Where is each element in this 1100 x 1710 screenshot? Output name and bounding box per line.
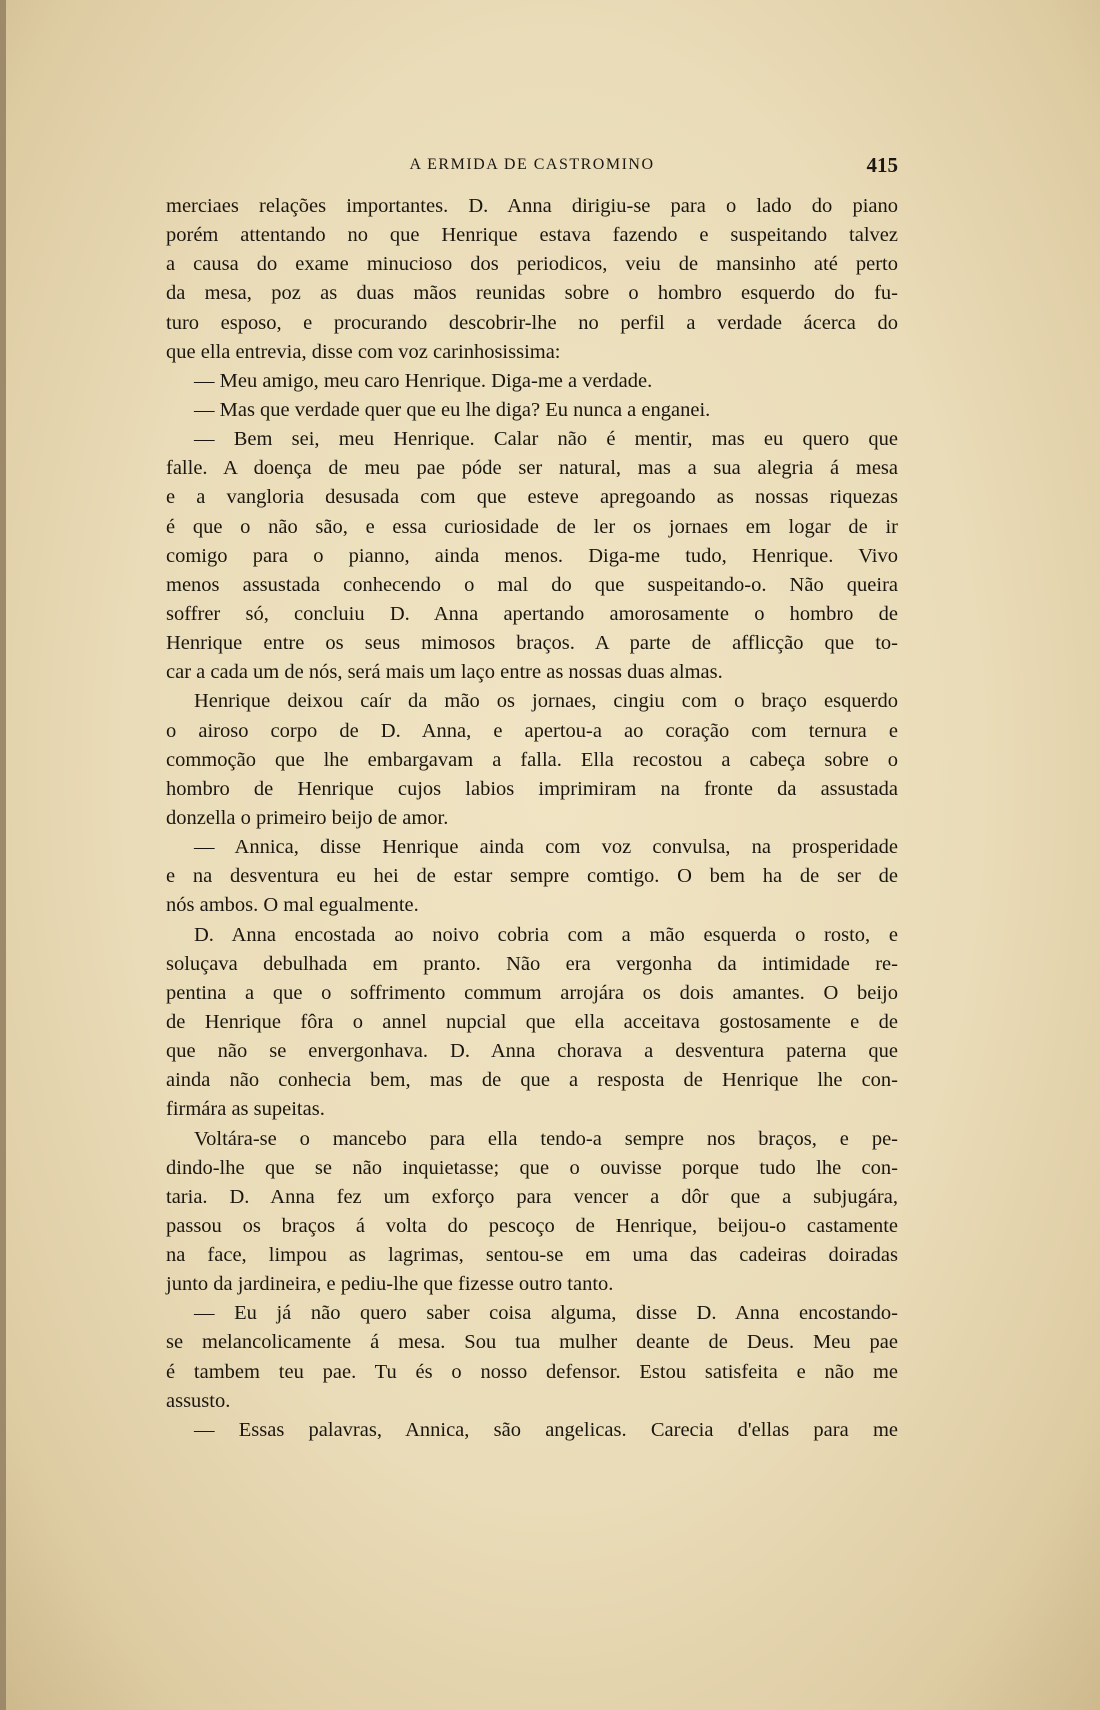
text-line: assusto. (166, 1389, 231, 1412)
text-line: merciaes relações importantes. D. Anna dirigiu-se para o lado do piano (166, 195, 898, 217)
text-line: soluçava debulhada em pranto. Não era vergonha da intimidade re- (166, 952, 898, 975)
text-line: pentina a que o soffrimento commum arrojára os dois amantes. O beijo (166, 981, 898, 1004)
text-line: Henrique entre os seus mimosos braços. A parte de afflicção que to- (166, 632, 898, 655)
text-line: ainda não conhecia bem, mas de que a resposta de Henrique lhe con- (166, 1069, 898, 1092)
text-line: se melancolicamente á mesa. Sou tua mulher deante de Deus. Meu pae (166, 1331, 898, 1354)
text-line: da mesa, poz as duas mãos reunidas sobre o hombro esquerdo do fu- (166, 282, 898, 305)
running-header (166, 153, 898, 179)
text-line: porém attentando no que Henrique estava fazendo e suspeitando talvez (166, 224, 898, 247)
text-line: — Mas que verdade quer que eu lhe diga? Eu nunca a enganei. (194, 398, 711, 421)
page-number: 415 (866, 153, 898, 177)
text-line: car a cada um de nós, será mais um laço entre as nossas duas almas. (166, 661, 723, 684)
text-line: taria. D. Anna fez um exforço para vencer a dôr que a subjugára, (166, 1185, 898, 1208)
text-line: junto da jardineira, e pediu-lhe que fizesse outro tanto. (166, 1273, 614, 1296)
text-line: e a vangloria desusada com que esteve apregoando as nossas riquezas (166, 486, 898, 509)
text-line: commoção que lhe embargavam a falla. Ella recostou a cabeça sobre o (166, 748, 898, 771)
text-line: Voltára-se o mancebo para ella tendo-a sempre nos braços, e pe- (194, 1127, 898, 1150)
text-line: menos assustada conhecendo o mal do que suspeitando-o. Não queira (166, 573, 898, 596)
text-line: firmára as supeitas. (166, 1098, 325, 1121)
text-line: Henrique deixou caír da mão os jornaes, cingiu com o braço esquerdo (194, 690, 898, 713)
text-line: de Henrique fôra o annel nupcial que ella acceitava gostosamente e de (166, 1010, 898, 1033)
text-line: turo esposo, e procurando descobrir-lhe no perfil a verdade ácerca do (166, 311, 898, 334)
text-line: soffrer só, concluiu D. Anna apertando amorosamente o hombro de (166, 602, 898, 625)
text-line: — Essas palavras, Annica, são angelicas. Carecia d'ellas para me (194, 1418, 898, 1441)
text-line: hombro de Henrique cujos labios imprimiram na fronte da assustada (166, 777, 898, 800)
text-line: e na desventura eu hei de estar sempre comtigo. O bem ha de ser de (166, 865, 898, 888)
text-line: — Bem sei, meu Henrique. Calar não é mentir, mas eu quero que (194, 428, 898, 451)
text-line: que ella entrevia, disse com voz carinhosissima: (166, 340, 561, 363)
text-line: passou os braços á volta do pescoço de Henrique, beijou-o castamente (166, 1214, 898, 1237)
text-line: donzella o primeiro beijo de amor. (166, 806, 449, 829)
text-line: falle. A doença de meu pae póde ser natural, mas a sua alegria á mesa (166, 457, 898, 480)
text-line: nós ambos. O mal egualmente. (166, 894, 419, 917)
text-line: é tambem teu pae. Tu és o nosso defensor. Estou satisfeita e não me (166, 1360, 898, 1383)
body-text (166, 192, 898, 1445)
text-line: é que o não são, e essa curiosidade de ler os jornaes em logar de ir (166, 515, 898, 538)
text-line: o airoso corpo de D. Anna, e apertou-a ao coração com ternura e (166, 719, 898, 742)
text-line: comigo para o pianno, ainda menos. Diga-me tudo, Henrique. Vivo (166, 544, 898, 567)
text-line: — Annica, disse Henrique ainda com voz convulsa, na prosperidade (194, 836, 898, 859)
text-line: na face, limpou as lagrimas, sentou-se em uma das cadeiras doiradas (166, 1244, 898, 1267)
text-line: — Eu já não quero saber coisa alguma, disse D. Anna encostando- (194, 1302, 898, 1325)
text-line: a causa do exame minucioso dos periodicos, veiu de mansinho até perto (166, 253, 898, 276)
text-line: — Meu amigo, meu caro Henrique. Diga-me a verdade. (194, 369, 653, 392)
text-line: D. Anna encostada ao noivo cobria com a mão esquerda o rosto, e (194, 923, 898, 946)
text-line: que não se envergonhava. D. Anna chorava a desventura paterna que (166, 1040, 898, 1063)
running-title: A ERMIDA DE CASTROMINO (409, 156, 655, 173)
text-line: dindo-lhe que se não inquietasse; que o ouvisse porque tudo lhe con- (166, 1156, 898, 1179)
